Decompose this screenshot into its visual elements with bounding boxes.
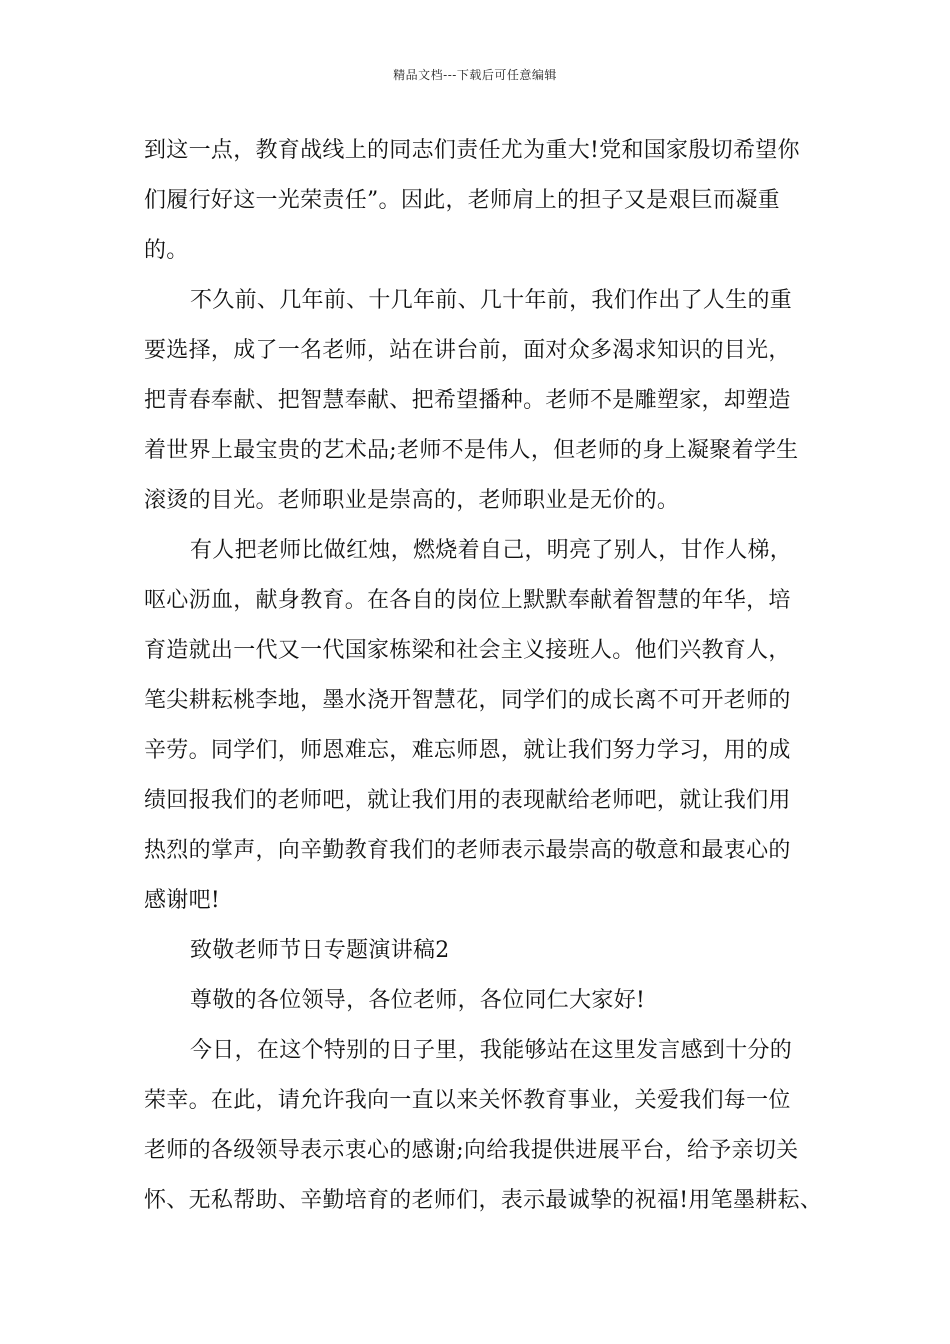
text-line: 到这一点，教育战线上的同志们责任尤为重大!党和国家殷切希望你 [144,138,800,163]
paragraph-start: 不久前、几年前、十几年前、几十年前，我们作出了人生的重 [190,288,793,313]
text-line: 感谢吧! [144,888,221,913]
text-line: 着世界上最宝贵的艺术品;老师不是伟人，但老师的身上凝聚着学生 [144,438,799,463]
paragraph-start: 今日，在这个特别的日子里，我能够站在这里发言感到十分的 [190,1038,793,1063]
text-line: 滚烫的目光。老师职业是崇高的，老师职业是无价的。 [144,488,680,513]
text-line: 要选择，成了一名老师，站在讲台前，面对众多渴求知识的目光， [144,338,791,363]
text-line: 老师的各级领导表示衷心的感谢;向给我提供进展平台，给予亲切关 [144,1138,799,1163]
text-line: 的。 [144,238,189,263]
page-header: 精品文档---下载后可任意编辑 [393,68,557,82]
text-line: 热烈的掌声，向辛勤教育我们的老师表示最崇高的敬意和最衷心的 [144,838,791,863]
text-line: 把青春奉献、把智慧奉献、把希望播种。老师不是雕塑家，却塑造 [144,388,791,413]
salutation: 尊敬的各位领导，各位老师，各位同仁大家好! [190,988,646,1013]
text-line: 绩回报我们的老师吧，就让我们用的表现献给老师吧，就让我们用 [144,788,791,813]
section-title: 致敬老师节日专题演讲稿2 [190,938,450,963]
paragraph-start: 有人把老师比做红烛，燃烧着自己，明亮了别人，甘作人梯， [190,538,793,563]
document-body [144,126,824,1226]
text-line: 育造就出一代又一代国家栋梁和社会主义接班人。他们兴教育人， [144,638,791,663]
text-line: 呕心沥血，献身教育。在各自的岗位上默默奉献着智慧的年华，培 [144,588,791,613]
text-line: 笔尖耕耘桃李地，墨水浇开智慧花，同学们的成长离不可开老师的 [144,688,791,713]
text-line: 辛劳。同学们，师恩难忘，难忘师恩，就让我们努力学习，用的成 [144,738,791,763]
text-line: 们履行好这一光荣责任”。因此，老师肩上的担子又是艰巨而凝重 [144,188,780,213]
text-line: 怀、无私帮助、辛勤培育的老师们，表示最诚挚的祝福!用笔墨耕耘、 [144,1188,823,1213]
text-line: 荣幸。在此，请允许我向一直以来关怀教育事业，关爱我们每一位 [144,1088,791,1113]
